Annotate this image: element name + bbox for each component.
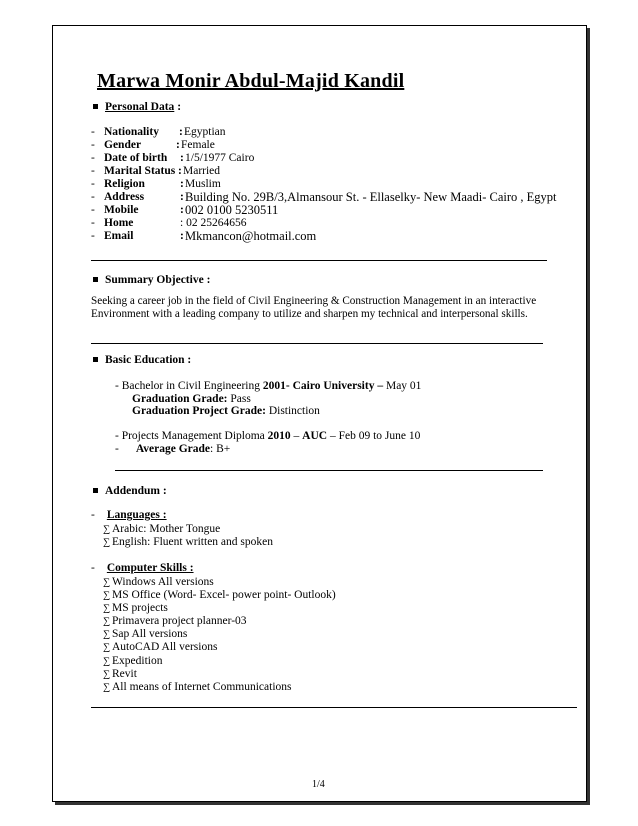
personal-data-label: Address	[104, 191, 145, 203]
diploma-prefix: - Projects Management Diploma	[115, 430, 268, 442]
project-grade-label: Graduation Project Grade:	[132, 405, 266, 417]
personal-data-label: Date of birth	[104, 152, 168, 164]
personal-data-heading	[93, 101, 181, 113]
personal-data-label: Nationality	[104, 126, 159, 138]
sigma-bullet-icon: ∑	[103, 537, 111, 548]
computer-skill-item	[103, 641, 217, 653]
languages-title: Languages :	[106, 509, 167, 521]
diploma-year: 2010	[267, 430, 291, 442]
personal-data-value: Married	[183, 165, 221, 177]
dash: -	[91, 126, 95, 138]
sigma-bullet-icon: ∑	[103, 669, 111, 680]
average-grade-line	[115, 443, 230, 455]
bachelor-prefix: - Bachelor in Civil Engineering	[115, 380, 263, 392]
personal-data-title: Personal Data	[105, 101, 175, 113]
sigma-bullet-icon: ∑	[103, 629, 111, 640]
addendum-title: Addendum :	[105, 485, 167, 497]
summary-heading	[93, 274, 210, 286]
divider	[91, 343, 543, 344]
computer-skills-title: Computer Skills :	[106, 562, 194, 574]
personal-data-label: Email	[104, 230, 134, 242]
diploma-date: – Feb 09 to June 10	[327, 430, 421, 442]
graduation-grade-value: Pass	[227, 393, 251, 405]
project-grade-value: Distinction	[265, 405, 320, 417]
personal-data-colon: :	[180, 152, 184, 164]
square-bullet-icon	[93, 104, 98, 109]
square-bullet-icon	[93, 488, 98, 493]
language-item	[103, 523, 220, 535]
sigma-bullet-icon: ∑	[103, 682, 111, 693]
diploma-line	[115, 430, 420, 442]
personal-data-value: Egyptian	[184, 126, 226, 138]
bachelor-university: 2001- Cairo University –	[262, 380, 384, 392]
dash: -	[91, 152, 95, 164]
computer-skill-item	[103, 681, 292, 693]
computer-skill-item	[103, 668, 137, 680]
sigma-bullet-icon: ∑	[103, 656, 111, 667]
computer-skill-text: Expedition	[112, 655, 163, 667]
computer-skill-item	[103, 589, 336, 601]
personal-data-value: 1/5/1977 Cairo	[185, 152, 255, 164]
computer-skill-text: Windows All versions	[112, 576, 214, 588]
education-title: Basic Education :	[105, 354, 192, 366]
divider	[91, 260, 547, 261]
dash: -	[91, 178, 95, 190]
dash: -	[91, 139, 95, 151]
dash: -	[91, 191, 95, 203]
personal-data-colon: :	[178, 165, 182, 177]
personal-data-value: Muslim	[185, 178, 221, 190]
divider	[115, 470, 543, 471]
personal-data-value: Female	[181, 139, 215, 151]
dash: -	[91, 204, 95, 216]
personal-data-value: Building No. 29B/3,Almansour St. - Ellaselky- New Maadi- Cairo , Egypt	[185, 190, 557, 204]
personal-data-label: Gender	[104, 139, 142, 151]
dash: -	[91, 217, 95, 229]
dash: -	[91, 165, 95, 177]
language-item	[103, 536, 273, 548]
personal-data-colon: :	[176, 139, 180, 151]
personal-data-colon: :	[180, 230, 184, 242]
education-heading	[93, 354, 191, 366]
average-grade-value: : B+	[210, 443, 231, 455]
sigma-bullet-icon: ∑	[103, 642, 111, 653]
personal-data-colon: :	[174, 101, 182, 113]
diploma-school: AUC	[302, 430, 328, 442]
personal-data-label: Religion	[104, 178, 145, 190]
sigma-bullet-icon: ∑	[103, 524, 111, 535]
page-number: 1/4	[312, 779, 325, 790]
computer-skill-item	[103, 628, 187, 640]
computer-skill-text: All means of Internet Communications	[112, 681, 292, 693]
computer-skill-item	[103, 655, 162, 667]
divider	[91, 707, 577, 708]
square-bullet-icon	[93, 357, 98, 362]
sigma-bullet-icon: ∑	[103, 603, 111, 614]
computer-skill-text: MS Office (Word- Excel- power point- Outlook)	[112, 589, 336, 601]
personal-data-label: Mobile	[104, 204, 139, 216]
bachelor-line	[115, 380, 421, 392]
personal-data-value: Mkmancon@hotmail.com	[185, 229, 317, 243]
graduation-grade-line	[132, 393, 251, 405]
dash: -	[115, 443, 119, 455]
sigma-bullet-icon: ∑	[103, 590, 111, 601]
personal-data-label: Home	[104, 217, 134, 229]
computer-skill-item	[103, 576, 214, 588]
personal-data-colon: :	[180, 204, 184, 216]
computer-skills-heading	[91, 562, 194, 574]
average-grade-label: Average Grade	[135, 443, 211, 455]
personal-data-label: Marital Status	[104, 165, 176, 177]
graduation-grade-label: Graduation Grade:	[132, 393, 228, 405]
sigma-bullet-icon: ∑	[103, 616, 111, 627]
personal-data-value: 002 0100 5230511	[185, 203, 279, 217]
personal-data-value: : 02 25264656	[180, 217, 247, 229]
languages-heading	[91, 509, 167, 521]
diploma-separator: –	[290, 430, 303, 442]
sigma-bullet-icon: ∑	[103, 577, 111, 588]
summary-text: Seeking a career job in the field of Civil Engineering & Construction Management in an interactive Environment with a leading company to utilize and sharpen my technical and interpersonal skills.	[91, 295, 537, 320]
square-bullet-icon	[93, 277, 98, 282]
computer-skill-text: MS projects	[112, 602, 168, 614]
computer-skill-text: AutoCAD All versions	[112, 641, 218, 653]
language-text: Arabic: Mother Tongue	[112, 523, 221, 535]
computer-skill-text: Sap All versions	[112, 628, 188, 640]
dash: -	[91, 509, 95, 521]
computer-skill-text: Primavera project planner-03	[112, 615, 247, 627]
bachelor-date: May 01	[383, 380, 422, 392]
computer-skill-text: Revit	[112, 668, 137, 680]
computer-skill-item	[103, 615, 247, 627]
personal-data-colon: :	[180, 191, 184, 203]
dash: -	[91, 230, 95, 242]
computer-skill-item	[103, 602, 168, 614]
personal-data-colon: :	[180, 178, 184, 190]
dash: -	[91, 562, 95, 574]
addendum-heading	[93, 485, 167, 497]
personal-data-colon: :	[179, 126, 183, 138]
language-text: English: Fluent written and spoken	[112, 536, 273, 548]
summary-title: Summary Objective :	[105, 274, 211, 286]
project-grade-line	[132, 405, 320, 417]
applicant-name: Marwa Monir Abdul-Majid Kandil	[97, 70, 405, 92]
